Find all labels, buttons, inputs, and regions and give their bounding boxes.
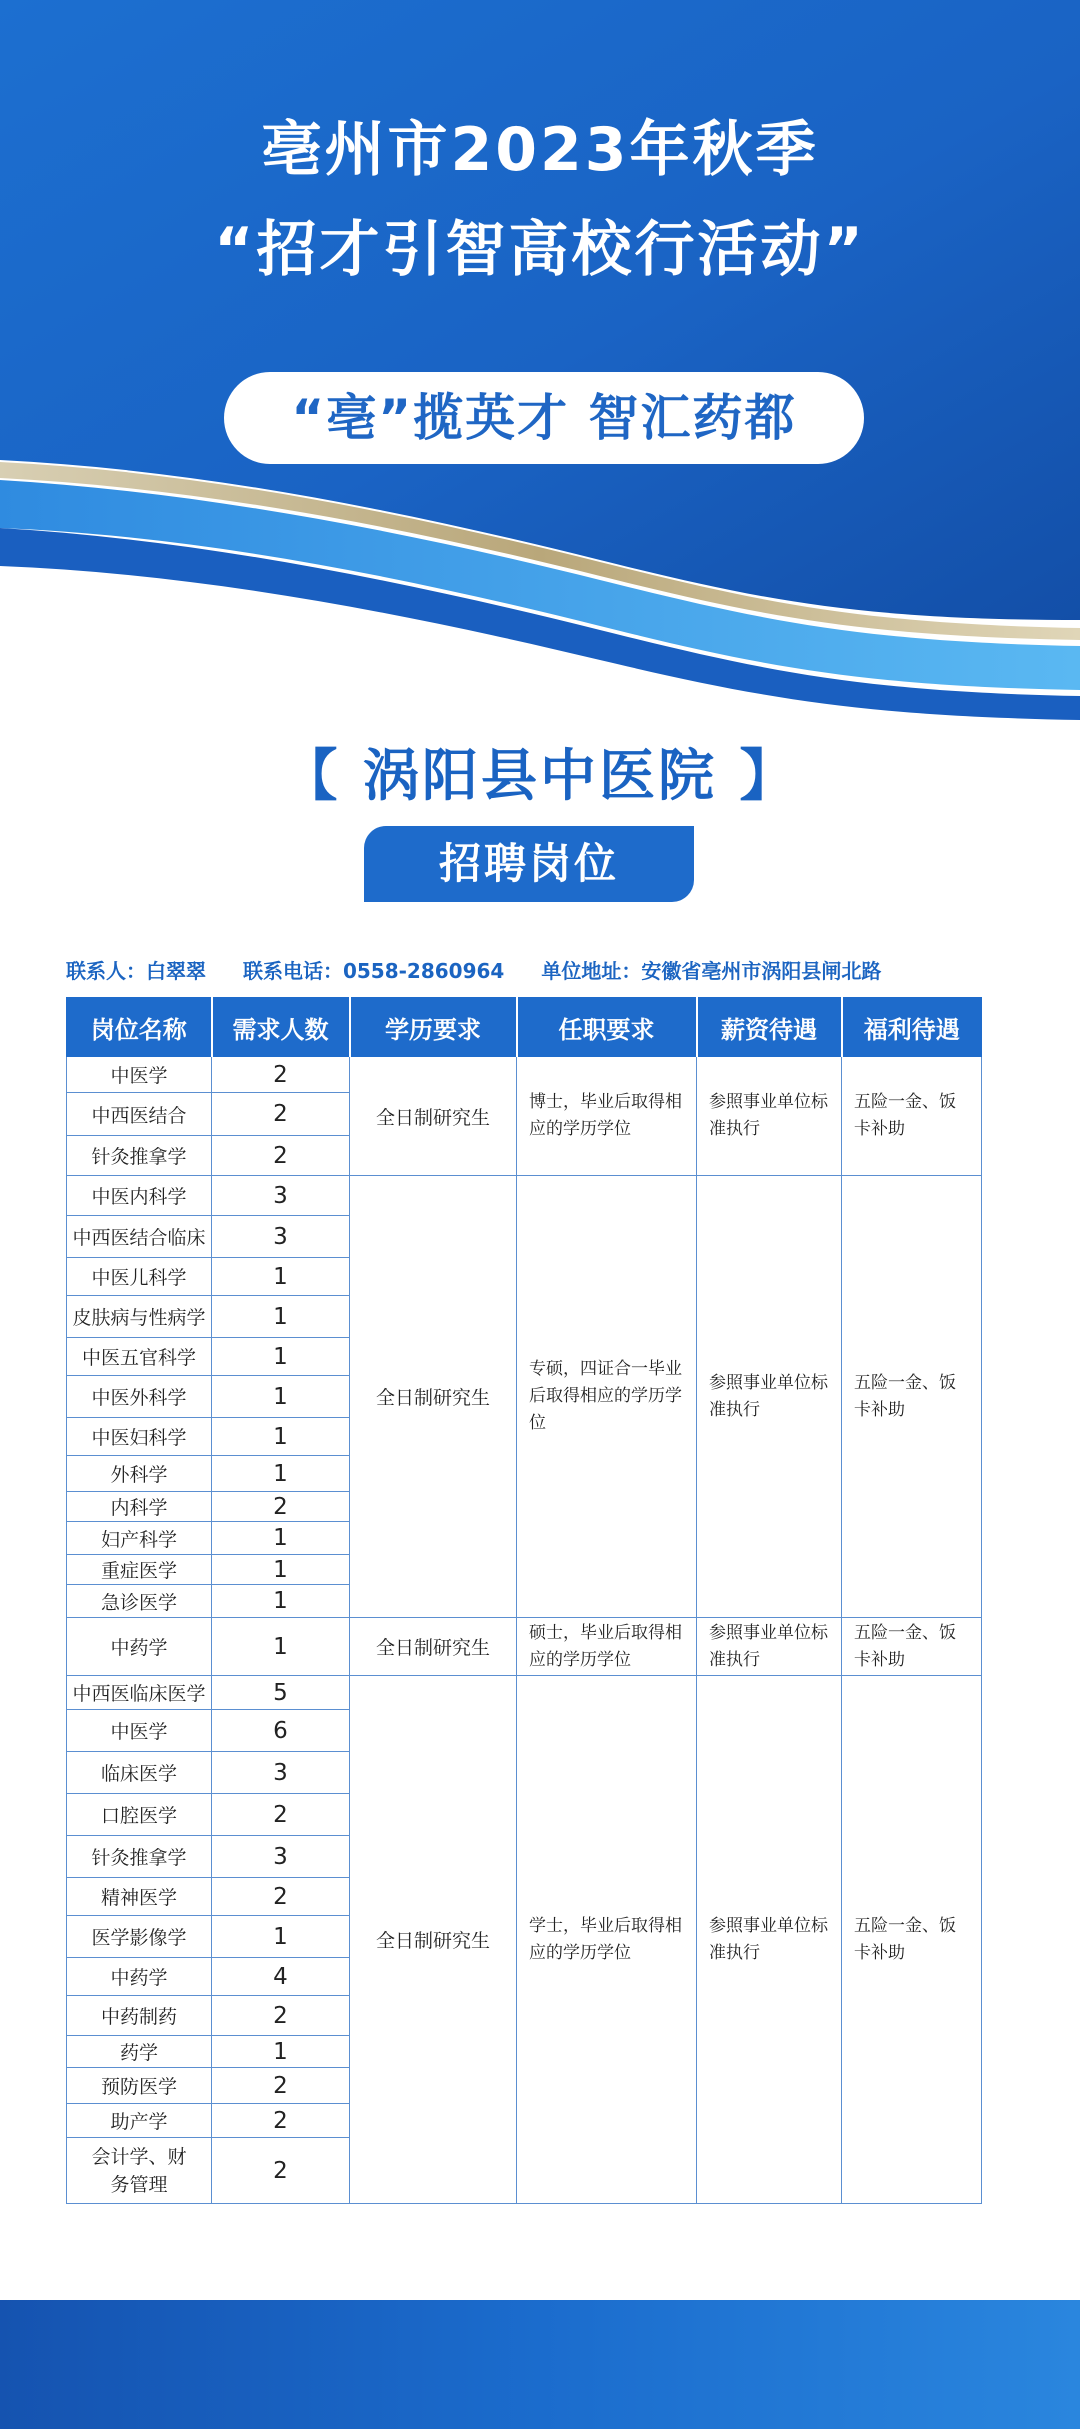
position-count: 2	[212, 1492, 350, 1522]
position-count: 2	[212, 1794, 350, 1836]
position-name: 内科学	[67, 1492, 212, 1522]
position-count: 1	[212, 1555, 350, 1585]
position-count: 1	[212, 1916, 350, 1958]
table-row	[67, 1676, 982, 1710]
welfare-cell: 五险一金、饭卡补助	[842, 1676, 982, 2204]
position-count: 3	[212, 1836, 350, 1878]
position-name: 医学影像学	[67, 1916, 212, 1958]
table-header-row	[67, 998, 982, 1057]
position-name: 针灸推拿学	[67, 1836, 212, 1878]
position-name: 中药学	[67, 1618, 212, 1676]
position-name: 中医妇科学	[67, 1418, 212, 1456]
footer-background	[0, 2300, 1080, 2429]
position-name: 口腔医学	[67, 1794, 212, 1836]
education-cell: 全日制研究生	[350, 1676, 517, 2204]
welfare-cell: 五险一金、饭卡补助	[842, 1057, 982, 1176]
table-row	[67, 1176, 982, 1216]
position-name: 中医学	[67, 1710, 212, 1752]
position-name: 外科学	[67, 1456, 212, 1492]
position-count: 1	[212, 1296, 350, 1338]
position-count: 2	[212, 1093, 350, 1136]
requirement-cell: 硕士，毕业后取得相应的学历学位	[517, 1618, 697, 1676]
position-name: 中西医结合临床	[67, 1216, 212, 1258]
position-count: 2	[212, 1136, 350, 1176]
positions-table	[66, 997, 982, 2204]
position-count: 2	[212, 1057, 350, 1093]
table-row	[67, 1618, 982, 1676]
position-name: 皮肤病与性病学	[67, 1296, 212, 1338]
education-cell: 全日制研究生	[350, 1176, 517, 1618]
requirement-cell: 专硕，四证合一毕业后取得相应的学历学位	[517, 1176, 697, 1618]
salary-cell: 参照事业单位标准执行	[697, 1176, 842, 1618]
position-name: 针灸推拿学	[67, 1136, 212, 1176]
header-welfare: 福利待遇	[842, 998, 982, 1057]
position-count: 1	[212, 1618, 350, 1676]
position-count: 1	[212, 2036, 350, 2068]
position-count: 3	[212, 1176, 350, 1216]
position-name: 急诊医学	[67, 1585, 212, 1618]
position-name: 中药学	[67, 1958, 212, 1996]
position-name: 药学	[67, 2036, 212, 2068]
position-count: 2	[212, 2138, 350, 2204]
position-name: 中医外科学	[67, 1376, 212, 1418]
position-count: 1	[212, 1585, 350, 1618]
header-requirement: 任职要求	[517, 998, 697, 1057]
position-name: 中医儿科学	[67, 1258, 212, 1296]
position-count: 3	[212, 1216, 350, 1258]
header-position: 岗位名称	[67, 998, 212, 1057]
position-count: 5	[212, 1676, 350, 1710]
hero-background	[0, 0, 1080, 740]
position-name: 临床医学	[67, 1752, 212, 1794]
position-count: 2	[212, 1996, 350, 2036]
welfare-cell: 五险一金、饭卡补助	[842, 1176, 982, 1618]
position-count: 1	[212, 1376, 350, 1418]
requirement-cell: 博士，毕业后取得相应的学历学位	[517, 1057, 697, 1176]
position-count: 3	[212, 1752, 350, 1794]
education-cell: 全日制研究生	[350, 1057, 517, 1176]
slogan-pill: “亳”揽英才 智汇药都	[224, 372, 864, 464]
position-name: 中药制药	[67, 1996, 212, 2036]
position-name: 预防医学	[67, 2068, 212, 2104]
position-name: 会计学、财务管理	[67, 2138, 212, 2204]
position-count: 1	[212, 1338, 350, 1376]
position-count: 6	[212, 1710, 350, 1752]
position-count: 4	[212, 1958, 350, 1996]
contact-line	[66, 955, 1026, 984]
position-count: 1	[212, 1418, 350, 1456]
table-row	[67, 1057, 982, 1093]
salary-cell: 参照事业单位标准执行	[697, 1676, 842, 2204]
position-name: 中西医临床医学	[67, 1676, 212, 1710]
header-education: 学历要求	[350, 998, 517, 1057]
main-title-line2: “招才引智高校行活动”	[214, 215, 866, 285]
position-name: 助产学	[67, 2104, 212, 2138]
position-count: 2	[212, 1878, 350, 1916]
contact-person: 联系人：白翠翠	[66, 959, 206, 983]
position-count: 1	[212, 1258, 350, 1296]
header-salary: 薪资待遇	[697, 998, 842, 1057]
education-cell: 全日制研究生	[350, 1618, 517, 1676]
welfare-cell: 五险一金、饭卡补助	[842, 1618, 982, 1676]
position-name: 中西医结合	[67, 1093, 212, 1136]
position-name: 中医内科学	[67, 1176, 212, 1216]
header-count: 需求人数	[212, 998, 350, 1057]
position-count: 2	[212, 2104, 350, 2138]
hero-banner	[0, 0, 1080, 740]
footer-band	[0, 2300, 1080, 2429]
position-count: 1	[212, 1456, 350, 1492]
position-name: 重症医学	[67, 1555, 212, 1585]
position-name: 中医五官科学	[67, 1338, 212, 1376]
contact-phone: 联系电话：0558-2860964	[242, 959, 505, 983]
position-name: 精神医学	[67, 1878, 212, 1916]
contact-address: 单位地址：安徽省亳州市涡阳县闸北路	[541, 959, 882, 983]
section-badge: 招聘岗位	[364, 826, 694, 902]
requirement-cell: 学士，毕业后取得相应的学历学位	[517, 1676, 697, 2204]
salary-cell: 参照事业单位标准执行	[697, 1618, 842, 1676]
hospital-title: 【 涡阳县中医院 】	[281, 744, 799, 809]
position-name: 中医学	[67, 1057, 212, 1093]
position-count: 2	[212, 2068, 350, 2104]
position-count: 1	[212, 1522, 350, 1555]
position-name: 妇产科学	[67, 1522, 212, 1555]
main-title-line1: 亳州市2023年秋季	[261, 115, 819, 185]
salary-cell: 参照事业单位标准执行	[697, 1057, 842, 1176]
